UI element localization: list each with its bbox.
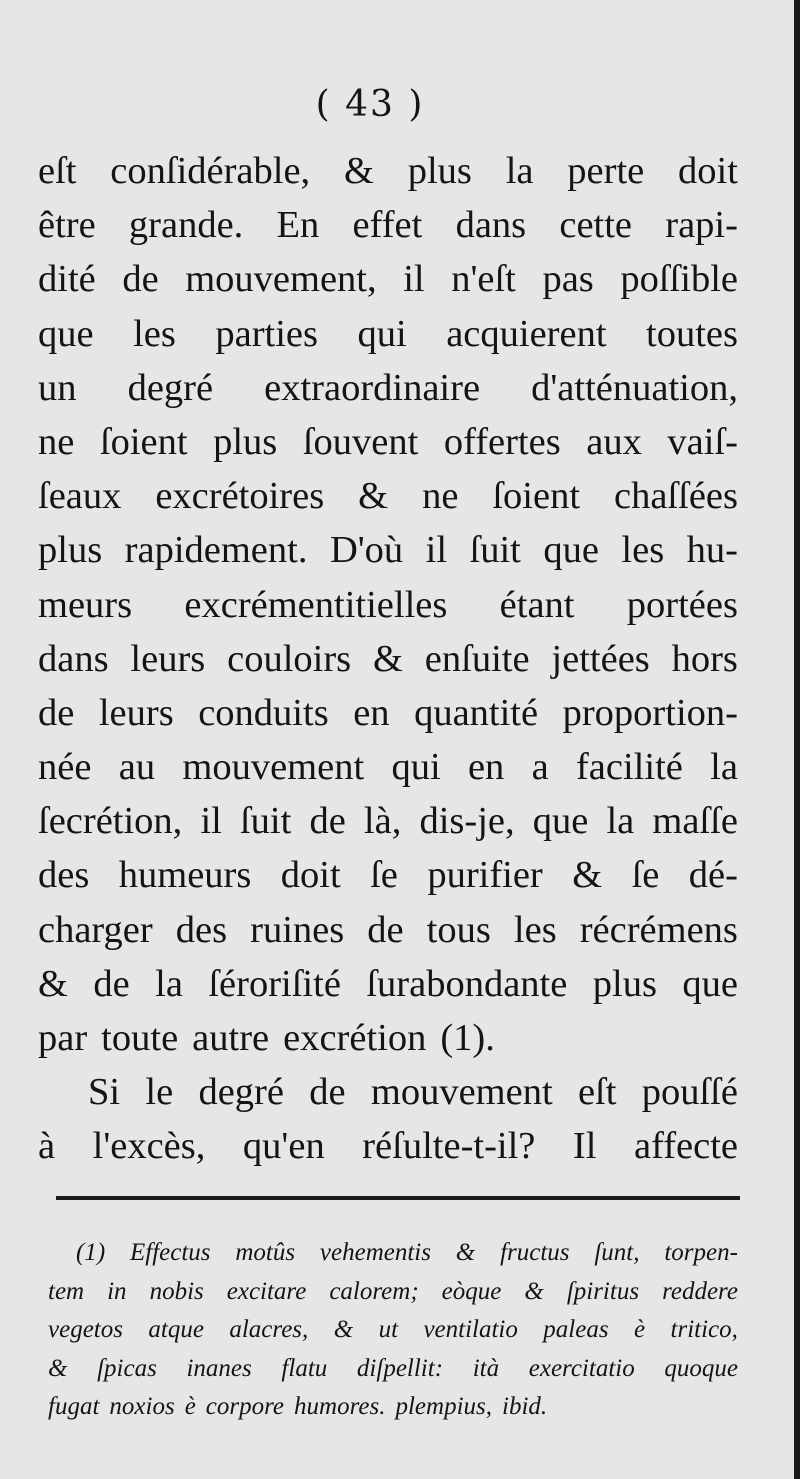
word: proportion-: [562, 691, 738, 734]
text-line: [38, 252, 738, 306]
word: (1).: [440, 1017, 495, 1059]
word: diſpellit:: [356, 1354, 444, 1382]
word: Effectus: [129, 1239, 211, 1266]
word: rapi-: [665, 204, 738, 247]
word: acquierent: [446, 312, 607, 355]
word: doit: [280, 854, 341, 897]
word: ſunt,: [594, 1239, 640, 1266]
word: étant: [499, 583, 575, 626]
word: que: [543, 529, 599, 572]
word: &: [572, 854, 603, 897]
word: en: [467, 746, 505, 789]
text-line: [38, 144, 738, 198]
word: ibid.: [502, 1393, 548, 1420]
text-line: [38, 1119, 738, 1173]
word: plus: [38, 529, 103, 572]
word: portées: [626, 583, 738, 626]
word: ità: [472, 1354, 500, 1382]
word: perte: [567, 150, 645, 192]
word: &: [358, 475, 389, 518]
word: des: [38, 854, 90, 897]
word: leurs: [130, 637, 206, 680]
word: cette: [559, 204, 633, 247]
word: excitare: [226, 1277, 307, 1305]
text-line: [38, 307, 738, 361]
word: dis-je,: [419, 800, 515, 843]
word: vehementis: [319, 1239, 431, 1266]
word: il: [200, 800, 222, 843]
word: réſulte-t-il?: [362, 1125, 536, 1168]
word: la: [710, 746, 738, 789]
word: tritico,: [670, 1316, 738, 1343]
text-line: [38, 632, 738, 686]
word: degré: [127, 366, 214, 409]
text-line: [38, 415, 738, 469]
page-number: ( 43 ): [315, 84, 425, 125]
word: eòque: [441, 1277, 502, 1305]
word: corpore: [205, 1393, 285, 1420]
text-line: [38, 686, 738, 740]
text-line: [38, 578, 738, 632]
word: (1): [76, 1239, 106, 1266]
word: degré: [198, 1071, 284, 1114]
word: être: [38, 204, 96, 247]
word: n'eſt: [451, 258, 516, 301]
word: grande.: [128, 204, 244, 247]
word: à: [38, 1125, 56, 1168]
word: leurs: [98, 691, 174, 734]
word: torpen-: [664, 1239, 738, 1266]
word: ſpicas: [97, 1354, 157, 1382]
page-edge-shadow: [794, 0, 800, 1479]
word: en: [353, 691, 390, 734]
word: ne: [38, 420, 75, 463]
word: hu-: [686, 529, 738, 572]
word: &: [455, 1239, 476, 1266]
footnote-line: [48, 1234, 738, 1273]
word: ſuit: [469, 529, 521, 572]
word: qui: [391, 746, 441, 789]
word: Il: [572, 1125, 597, 1168]
word: née: [38, 746, 92, 789]
word: un: [38, 366, 77, 409]
text-line: [38, 957, 738, 1011]
word: flatu: [281, 1354, 328, 1382]
word: in: [107, 1277, 127, 1305]
word: les: [621, 529, 665, 572]
word: ſouvent: [302, 420, 419, 463]
word: plus: [592, 962, 657, 1005]
word: ſecrétion,: [38, 800, 183, 843]
word: vegetos: [48, 1316, 123, 1343]
word: exercitatio: [528, 1354, 635, 1382]
word: eſt: [38, 150, 77, 192]
word: inanes: [186, 1354, 252, 1382]
word: motûs: [235, 1239, 296, 1266]
word: eſt: [577, 1071, 617, 1114]
word: chaſſées: [614, 475, 738, 518]
word: de: [38, 691, 75, 734]
word: la: [606, 800, 635, 843]
word: qui: [357, 312, 407, 355]
word: ſuit: [239, 800, 292, 843]
word: humores.: [294, 1393, 386, 1420]
word: quantité: [414, 691, 539, 734]
word: les: [513, 908, 557, 951]
word: reddere: [662, 1277, 738, 1305]
word: quoque: [664, 1354, 738, 1382]
word: qu'en: [242, 1125, 325, 1168]
word: ſpiritus: [566, 1277, 640, 1305]
word: purifier: [427, 854, 543, 897]
word: &: [333, 1316, 354, 1343]
word: poſſible: [620, 258, 738, 301]
word: &: [524, 1277, 544, 1305]
word: ut: [378, 1316, 399, 1343]
word: dans: [38, 637, 109, 680]
word: le: [145, 1071, 174, 1114]
word: affecte: [633, 1125, 738, 1168]
word: dité: [38, 258, 96, 301]
word: jettées: [551, 637, 650, 680]
word: &: [38, 962, 68, 1005]
text-line: [38, 361, 738, 415]
word: aux: [586, 420, 642, 463]
word: humeurs: [118, 854, 252, 897]
word: doit: [678, 150, 738, 192]
text-line: [38, 1065, 738, 1119]
word: la: [155, 962, 183, 1005]
word: Si: [88, 1071, 121, 1114]
word: &: [343, 150, 374, 192]
word: vaiſ-: [667, 420, 738, 463]
word: de: [309, 1071, 346, 1114]
word: par: [38, 1017, 88, 1059]
word: pas: [542, 258, 594, 301]
word: nobis: [149, 1277, 204, 1305]
word: parties: [215, 312, 318, 355]
word: facilité: [575, 746, 683, 789]
footnote-line: [48, 1311, 738, 1350]
word: au: [118, 746, 156, 789]
word: enſuite: [424, 637, 530, 680]
word: de: [309, 800, 346, 843]
word: l'excès,: [92, 1125, 206, 1168]
word: è: [184, 1393, 196, 1420]
text-line: [38, 198, 738, 252]
word: d'atténuation,: [531, 366, 738, 409]
word: récrémens: [579, 908, 738, 951]
word: de: [93, 962, 130, 1005]
word: ruines: [250, 908, 345, 951]
word: pouſſé: [641, 1071, 738, 1114]
footnote: [48, 1234, 738, 1427]
word: il: [403, 258, 425, 301]
word: noxios: [109, 1393, 175, 1420]
word: ſoient: [99, 420, 188, 463]
word: il: [425, 529, 448, 572]
word: dé-: [688, 854, 738, 897]
word: que: [682, 962, 738, 1005]
word: là,: [363, 800, 402, 843]
word: que: [532, 800, 589, 843]
word: fugat: [48, 1393, 100, 1420]
word: de: [122, 258, 159, 301]
word: &: [48, 1354, 68, 1382]
word: ne: [422, 475, 459, 518]
text-line: [38, 469, 738, 523]
word: tem: [48, 1277, 85, 1305]
word: hors: [671, 637, 738, 680]
word: alacres,: [229, 1316, 309, 1343]
word: ventilatio: [423, 1316, 518, 1343]
word: excrétion: [283, 1017, 427, 1059]
word: plus: [407, 150, 472, 192]
word: plus: [213, 420, 278, 463]
word: couloirs: [227, 637, 352, 680]
word: toutes: [646, 312, 738, 355]
word: plempius,: [395, 1393, 492, 1420]
word: toute: [101, 1017, 179, 1059]
word: effet: [352, 204, 423, 247]
word: è: [634, 1316, 646, 1343]
word: calorem;: [329, 1277, 419, 1305]
word: conſidérable,: [110, 150, 311, 192]
text-line: [38, 903, 738, 957]
word: paleas: [543, 1316, 609, 1343]
word: ſurabondante: [366, 962, 568, 1005]
word: ſéroriſité: [208, 962, 341, 1005]
word: des: [175, 908, 228, 951]
word: excrétoires: [155, 475, 325, 518]
word: extraordinaire: [264, 366, 481, 409]
word: autre: [192, 1017, 270, 1059]
text-line: [38, 848, 738, 902]
word: la: [505, 150, 534, 192]
word: a: [531, 746, 549, 789]
word: En: [276, 204, 320, 247]
word: dans: [455, 204, 527, 247]
word: tous: [426, 908, 491, 951]
word: mouvement: [370, 1071, 553, 1114]
word: de: [367, 908, 404, 951]
word: excrémentitielles: [184, 583, 448, 626]
word: conduits: [198, 691, 329, 734]
word: meurs: [38, 583, 133, 626]
word: rapidement.: [124, 529, 308, 572]
main-text: [38, 144, 738, 1174]
word: &: [373, 637, 403, 680]
footnote-line: [48, 1350, 738, 1389]
word: ſe: [631, 854, 660, 897]
word: atque: [148, 1316, 204, 1343]
word: que: [38, 312, 94, 355]
text-line: [38, 794, 738, 848]
footnote-line: [48, 1273, 738, 1312]
word: charger: [38, 908, 153, 951]
word: ſoient: [492, 475, 581, 518]
text-line: [38, 740, 738, 794]
text-line: [38, 523, 738, 577]
footnote-divider: [56, 1196, 740, 1200]
word: maſſe: [652, 800, 738, 843]
word: les: [133, 312, 176, 355]
word: fructus: [500, 1239, 570, 1266]
text-line: [38, 1011, 738, 1065]
word: ſeaux: [38, 475, 122, 518]
footnote-line: [48, 1388, 738, 1427]
word: mouvement,: [185, 258, 377, 301]
word: offertes: [443, 420, 561, 463]
word: mouvement: [182, 746, 365, 789]
word: ſe: [370, 854, 398, 897]
word: D'où: [329, 529, 404, 572]
